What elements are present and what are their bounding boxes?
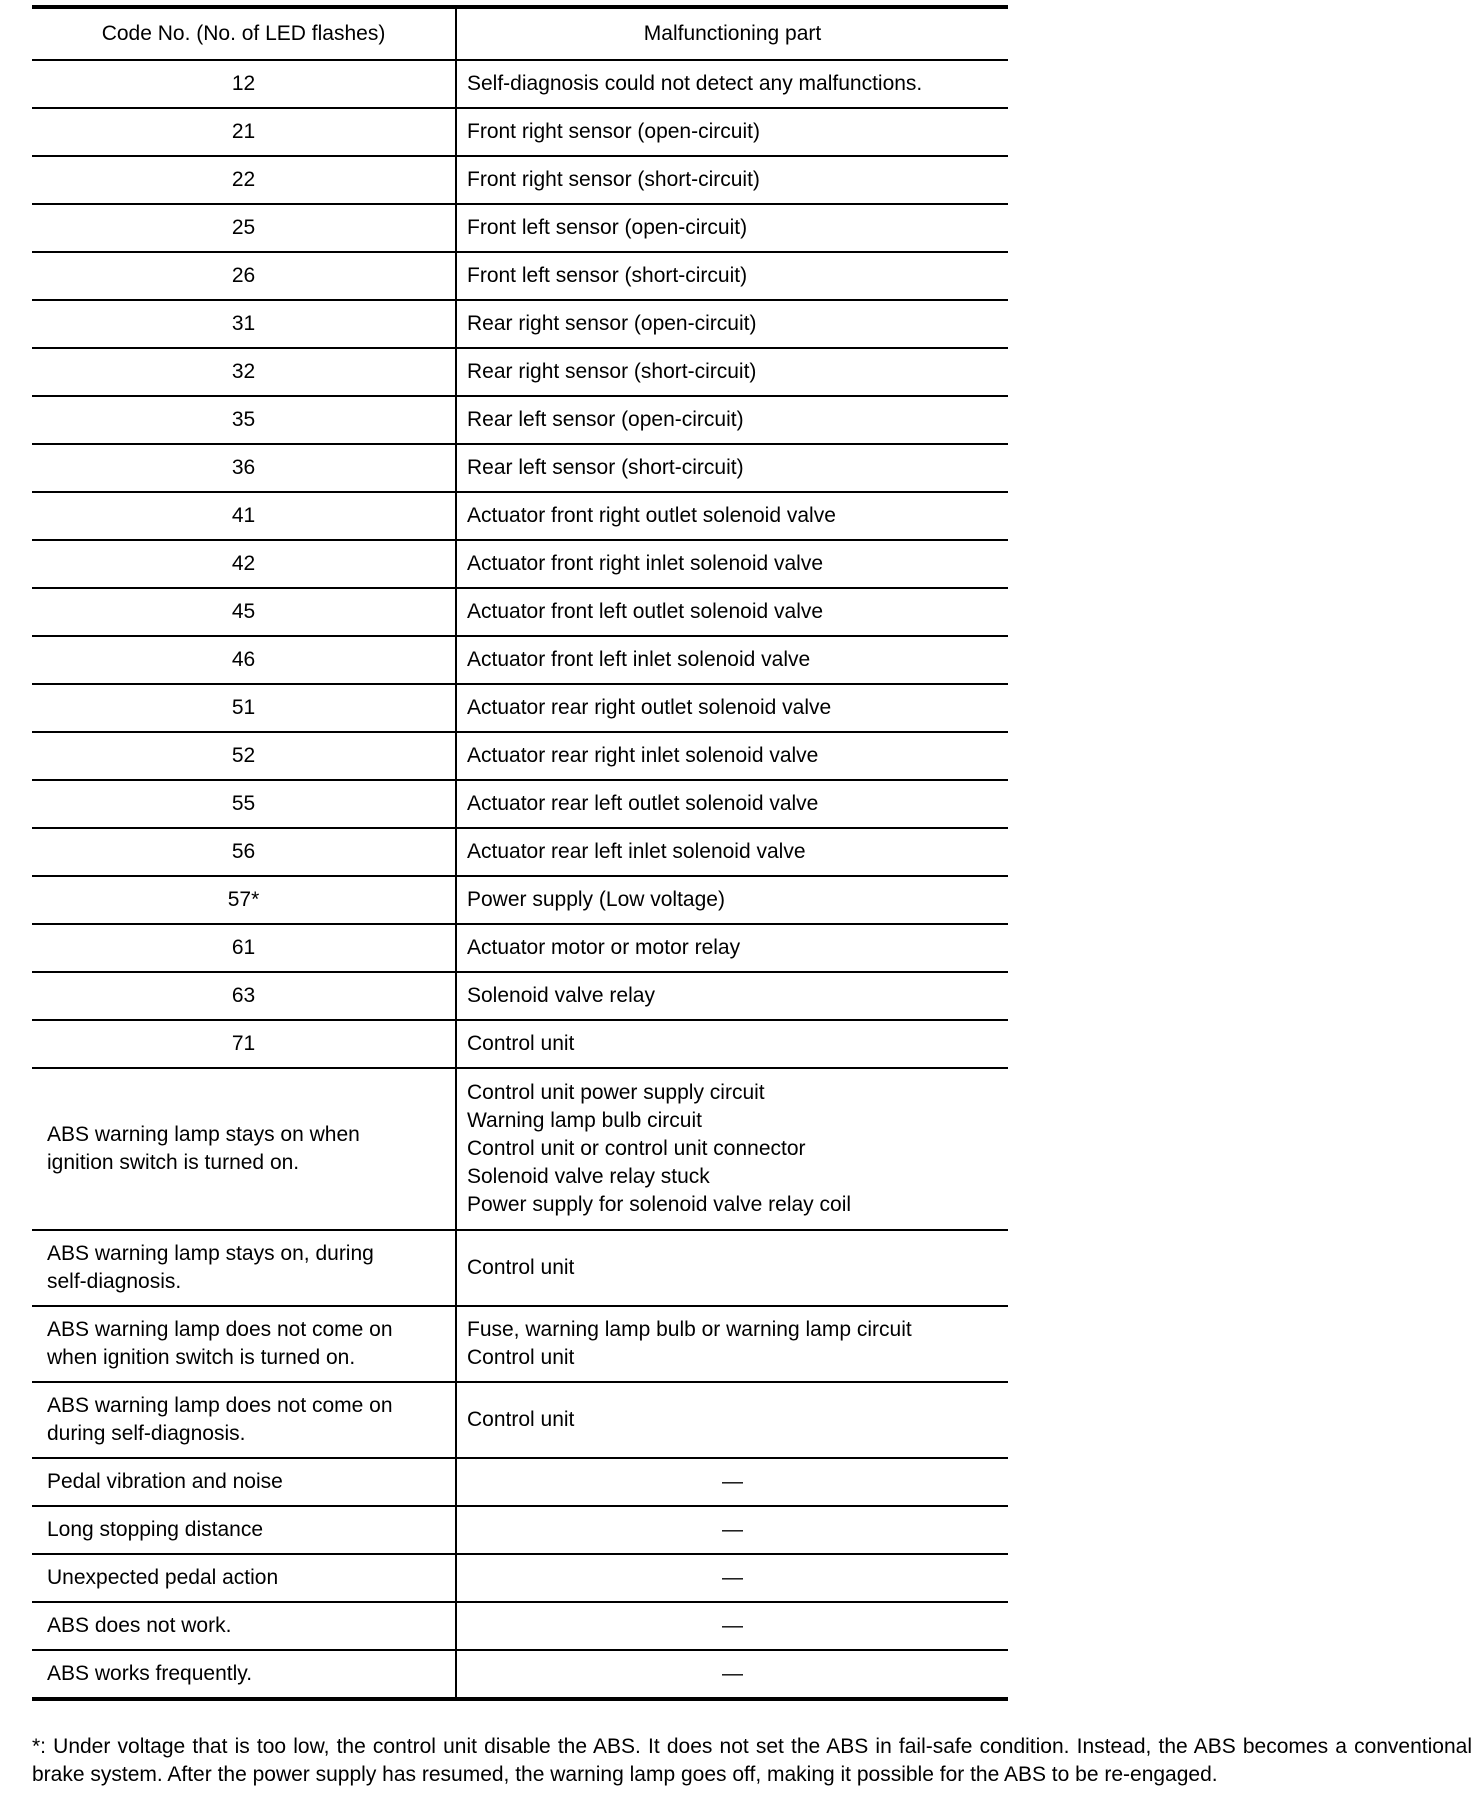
code-cell: 61	[32, 924, 456, 972]
code-cell: 26	[32, 252, 456, 300]
symptom-cell	[32, 1506, 456, 1554]
part-cell-line: —	[722, 1518, 743, 1541]
part-cell	[456, 1650, 1008, 1699]
code-cell: 21	[32, 108, 456, 156]
part-cell-line: —	[722, 1470, 743, 1493]
footnote: *: Under voltage that is too low, the control unit disable the ABS. It does not set the ABS in fail-safe condition. Instead, the ABS becomes a conventional brake system. After the power supply has resumed, the warning lamp goes off, making it possible for the ABS to be re-engaged.	[32, 1735, 1472, 1786]
part-cell-line: Power supply for solenoid valve relay coil	[467, 1193, 852, 1216]
symptom-cell-line: Pedal vibration and noise	[47, 1470, 283, 1493]
table-row	[32, 60, 1008, 108]
part-cell-line: Control unit power supply circuit	[467, 1081, 765, 1104]
code-cell: 57*	[32, 876, 456, 924]
part-cell: Actuator rear right inlet solenoid valve	[456, 732, 1008, 780]
table-row	[32, 1068, 1008, 1230]
table-row	[32, 444, 1008, 492]
code-cell: 52	[32, 732, 456, 780]
code-cell: 36	[32, 444, 456, 492]
part-cell: Actuator front right inlet solenoid valve	[456, 540, 1008, 588]
code-cell: 51	[32, 684, 456, 732]
part-cell-line: Control unit	[467, 1256, 575, 1279]
table-row	[32, 492, 1008, 540]
symptom-cell	[32, 1554, 456, 1602]
symptom-cell	[32, 1650, 456, 1699]
code-cell: 46	[32, 636, 456, 684]
table-row	[32, 156, 1008, 204]
code-cell: 35	[32, 396, 456, 444]
part-cell: Actuator rear left outlet solenoid valve	[456, 780, 1008, 828]
code-cell: 32	[32, 348, 456, 396]
part-cell	[456, 1306, 1008, 1382]
part-cell-line: —	[722, 1662, 743, 1685]
table-row	[32, 1602, 1008, 1650]
part-cell: Front right sensor (short-circuit)	[456, 156, 1008, 204]
symptom-cell	[32, 1230, 456, 1306]
table-row	[32, 540, 1008, 588]
part-cell: Rear right sensor (open-circuit)	[456, 300, 1008, 348]
table-row	[32, 876, 1008, 924]
table-row	[32, 1306, 1008, 1382]
code-cell: 42	[32, 540, 456, 588]
code-cell: 31	[32, 300, 456, 348]
header-part-column: Malfunctioning part	[643, 22, 822, 45]
symptom-cell-line: when ignition switch is turned on.	[47, 1346, 356, 1369]
table-row	[32, 828, 1008, 876]
code-cell: 63	[32, 972, 456, 1020]
table-row	[32, 1230, 1008, 1306]
part-cell: Front left sensor (short-circuit)	[456, 252, 1008, 300]
symptom-cell	[32, 1458, 456, 1506]
part-cell-line: Solenoid valve relay stuck	[467, 1165, 710, 1188]
part-cell: Control unit	[456, 1020, 1008, 1068]
symptom-cell-line: ABS works frequently.	[47, 1662, 253, 1685]
code-cell: 22	[32, 156, 456, 204]
table-row	[32, 300, 1008, 348]
part-cell: Actuator rear right outlet solenoid valve	[456, 684, 1008, 732]
part-cell: Power supply (Low voltage)	[456, 876, 1008, 924]
table-header-row	[32, 7, 1008, 60]
symptom-cell-line: Unexpected pedal action	[47, 1566, 279, 1589]
symptom-cell	[32, 1068, 456, 1230]
part-cell	[456, 1230, 1008, 1306]
symptom-cell-line: ABS warning lamp does not come on	[47, 1318, 393, 1341]
part-cell-line: —	[722, 1614, 743, 1637]
part-cell-line: —	[722, 1566, 743, 1589]
table-row	[32, 108, 1008, 156]
symptom-cell	[32, 1306, 456, 1382]
table-row	[32, 348, 1008, 396]
symptom-cell-line: self-diagnosis.	[47, 1270, 182, 1293]
code-cell: 25	[32, 204, 456, 252]
table-row	[32, 732, 1008, 780]
symptom-cell-line: during self-diagnosis.	[47, 1422, 246, 1445]
table-row	[32, 924, 1008, 972]
table-body	[32, 60, 1008, 1699]
table-row	[32, 1458, 1008, 1506]
part-cell: Self-diagnosis could not detect any malfunctions.	[456, 60, 1008, 108]
part-cell-line: Control unit	[467, 1408, 575, 1431]
part-cell	[456, 1602, 1008, 1650]
part-cell: Rear left sensor (short-circuit)	[456, 444, 1008, 492]
symptom-cell-line: ABS warning lamp does not come on	[47, 1394, 393, 1417]
table-row	[32, 1554, 1008, 1602]
code-cell: 45	[32, 588, 456, 636]
part-cell-line: Control unit	[467, 1346, 575, 1369]
symptom-cell-line: ignition switch is turned on.	[47, 1151, 300, 1174]
table-row	[32, 204, 1008, 252]
part-cell	[456, 1458, 1008, 1506]
table-row	[32, 780, 1008, 828]
symptom-cell-line: Long stopping distance	[47, 1518, 263, 1541]
part-cell	[456, 1068, 1008, 1230]
part-cell: Actuator front left outlet solenoid valve	[456, 588, 1008, 636]
document-page	[32, 5, 1472, 1786]
part-cell: Solenoid valve relay	[456, 972, 1008, 1020]
code-cell: 41	[32, 492, 456, 540]
symptom-cell-line: ABS warning lamp stays on when	[47, 1123, 360, 1146]
code-cell: 56	[32, 828, 456, 876]
part-cell	[456, 1554, 1008, 1602]
part-cell-line: Fuse, warning lamp bulb or warning lamp circuit	[467, 1318, 912, 1341]
header-code-column: Code No. (No. of LED flashes)	[32, 7, 456, 60]
part-cell: Actuator motor or motor relay	[456, 924, 1008, 972]
symptom-cell-line: ABS warning lamp stays on, during	[47, 1242, 374, 1265]
code-cell: 12	[32, 60, 456, 108]
part-cell	[456, 1506, 1008, 1554]
table-row	[32, 588, 1008, 636]
table-row	[32, 684, 1008, 732]
table-row	[32, 1382, 1008, 1458]
table-row	[32, 636, 1008, 684]
part-cell: Actuator front left inlet solenoid valve	[456, 636, 1008, 684]
symptom-cell	[32, 1382, 456, 1458]
part-cell: Front right sensor (open-circuit)	[456, 108, 1008, 156]
symptom-cell-line: ABS does not work.	[47, 1614, 232, 1637]
part-cell	[456, 1382, 1008, 1458]
part-cell-line: Warning lamp bulb circuit	[467, 1109, 702, 1132]
table-row	[32, 1020, 1008, 1068]
code-cell: 71	[32, 1020, 456, 1068]
code-cell: 55	[32, 780, 456, 828]
symptom-cell	[32, 1602, 456, 1650]
part-cell: Rear left sensor (open-circuit)	[456, 396, 1008, 444]
table-row	[32, 1506, 1008, 1554]
table-row	[32, 1650, 1008, 1699]
part-cell: Front left sensor (open-circuit)	[456, 204, 1008, 252]
part-cell: Actuator rear left inlet solenoid valve	[456, 828, 1008, 876]
part-cell: Rear right sensor (short-circuit)	[456, 348, 1008, 396]
diagnostic-code-table	[32, 5, 1008, 1701]
table-row	[32, 252, 1008, 300]
table-row	[32, 972, 1008, 1020]
part-cell: Actuator front right outlet solenoid valve	[456, 492, 1008, 540]
part-cell-line: Control unit or control unit connector	[467, 1137, 806, 1160]
table-row	[32, 396, 1008, 444]
